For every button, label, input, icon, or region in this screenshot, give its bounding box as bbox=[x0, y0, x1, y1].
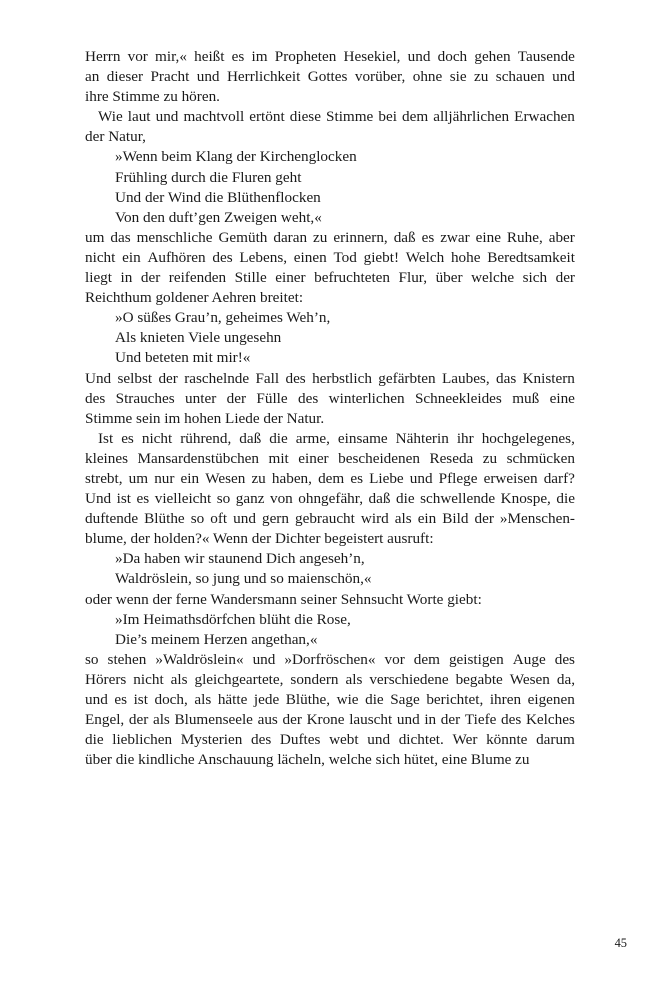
paragraph bbox=[85, 369, 575, 429]
verse-line: Und beteten mit mir!« bbox=[115, 349, 251, 367]
text-line: über die kindliche Anschauung lächeln, welche sich hütet, eine Blume zu bbox=[85, 751, 530, 769]
text-line: Wie laut und machtvoll ertönt diese Stimme bei dem alljährlichen Erwachen bbox=[98, 108, 575, 126]
text-line: Engel, der als Blumenseele aus der Krone lauscht und in der Tiefe des Kelches bbox=[85, 711, 575, 729]
text-line: an dieser Pracht und Herrlichkeit Gottes vorüber, ohne sie zu schauen und bbox=[85, 68, 575, 86]
text-line: strebt, um nur ein Wesen zu haben, dem es Liebe und Pflege erweisen darf? bbox=[85, 469, 575, 487]
paragraph bbox=[85, 650, 575, 771]
paragraph bbox=[85, 429, 575, 550]
text-line: kleines Mansardenstübchen mit einer bescheidenen Reseda zu schmücken bbox=[85, 449, 575, 467]
text-line: des Strauches unter der Fülle des winterlichen Schneekleides muß eine bbox=[85, 389, 575, 407]
text-line: blume, der holden?« Wenn der Dichter begeistert ausruft: bbox=[85, 530, 434, 548]
text-line: Reichthum goldener Aehren breitet: bbox=[85, 289, 304, 307]
text-line: Herrn vor mir,« heißt es im Propheten Hesekiel, und doch gehen Tausende bbox=[85, 48, 575, 65]
verse-line: Von den duft’gen Zweigen weht,« bbox=[115, 208, 322, 226]
verse-line: »Im Heimathsdörfchen blüht die Rose, bbox=[115, 610, 351, 628]
verse-line: Und der Wind die Blüthenflocken bbox=[115, 188, 321, 206]
text-line: Ist es nicht rührend, daß die arme, einsame Nähterin ihr hochgelegenes, bbox=[98, 429, 575, 447]
text-line: duftende Blüthe so oft und gern gebraucht wird als ein Bild der »Menschen- bbox=[85, 510, 575, 528]
text-line: Stimme sein im hohen Liede der Natur. bbox=[85, 409, 325, 427]
verse-block bbox=[85, 308, 575, 368]
paragraph bbox=[85, 590, 575, 610]
text-line: der Natur, bbox=[85, 128, 146, 146]
paragraph bbox=[85, 228, 575, 308]
text-line: Hörers nicht als gleichgeartete, sondern als verschiedene begabte Wesen da, bbox=[85, 670, 575, 688]
paragraph bbox=[85, 107, 575, 147]
verse-block bbox=[85, 610, 575, 650]
verse-line: »Da haben wir staunend Dich angeseh’n, bbox=[115, 550, 365, 568]
text-line: ihre Stimme zu hören. bbox=[85, 88, 220, 106]
page-number: 45 bbox=[614, 936, 627, 950]
paragraph bbox=[85, 47, 575, 107]
text-line: um das menschliche Gemüth daran zu erinnern, daß es zwar eine Ruhe, aber bbox=[85, 228, 575, 246]
text-line: liegt in der reifenden Stille einer befruchteten Flur, über welche sich der bbox=[85, 269, 575, 287]
verse-line: Frühling durch die Fluren geht bbox=[115, 168, 302, 186]
text-line: so stehen »Waldröslein« und »Dorfröschen« vor dem geistigen Auge des bbox=[85, 650, 575, 668]
verse-line: »Wenn beim Klang der Kirchenglocken bbox=[115, 148, 357, 166]
text-line: nicht ein Aufhören des Lebens, einen Tod giebt! Welch hohe Beredtsamkeit bbox=[85, 248, 575, 266]
verse-line: »O süßes Grau’n, geheimes Weh’n, bbox=[115, 309, 331, 327]
verse-block bbox=[85, 549, 575, 589]
text-line: und es ist doch, als hätte jede Blüthe, wie die Sage berichtet, ihren eigenen bbox=[85, 691, 575, 708]
text-line: die lieblichen Mysterien des Duftes webt und dichtet. Wer könnte darum bbox=[85, 731, 575, 749]
verse-line: Als knieten Viele ungesehn bbox=[115, 329, 282, 347]
text-line: oder wenn der ferne Wandersmann seiner Sehnsucht Worte giebt: bbox=[85, 590, 482, 608]
text-line: Und selbst der raschelnde Fall des herbstlich gefärbten Laubes, das Knistern bbox=[85, 369, 575, 387]
verse-block bbox=[85, 147, 575, 227]
text-line: Und ist es vielleicht so ganz von ohngefähr, daß die schwellende Knospe, die bbox=[85, 490, 575, 508]
verse-line: Waldröslein, so jung und so maienschön,« bbox=[115, 570, 372, 588]
verse-line: Die’s meinem Herzen angethan,« bbox=[115, 630, 318, 648]
page-text-body bbox=[85, 47, 575, 770]
